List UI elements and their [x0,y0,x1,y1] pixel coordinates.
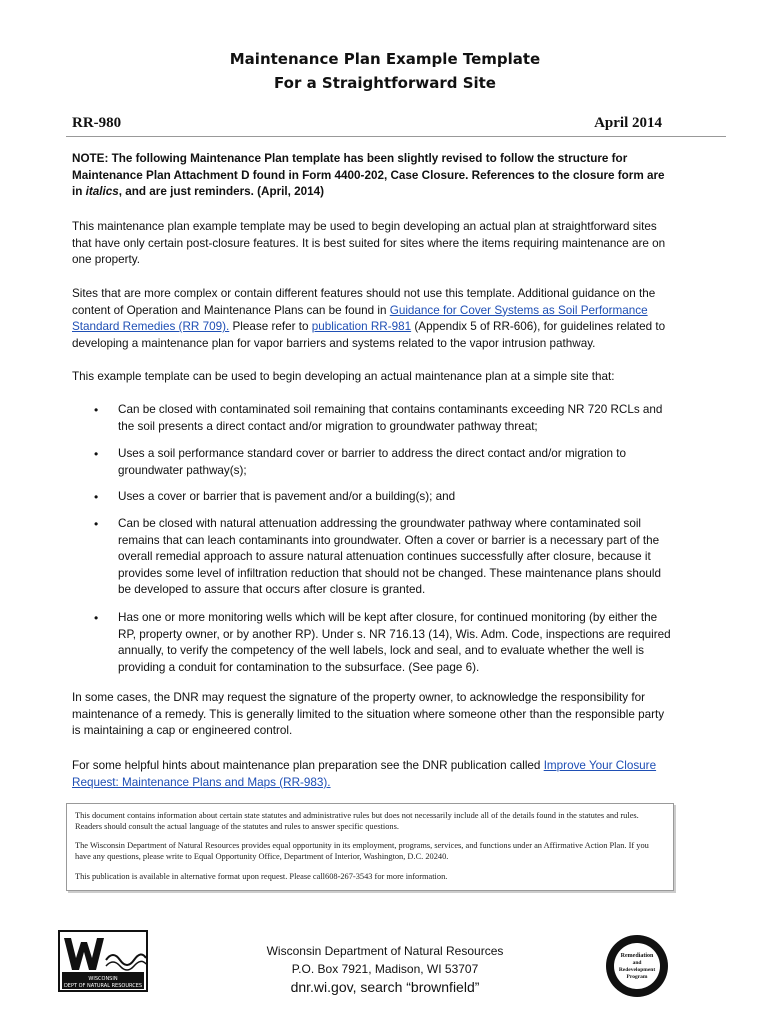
footer-address: P.O. Box 7921, Madison, WI 53707 [291,962,479,976]
note-italic-text: italics [85,185,119,199]
guidance-text-mid: Please refer to [229,320,312,334]
seal-text-4: Program [626,974,648,980]
signature-paragraph: In some cases, the DNR may request the signature of the property owner, to acknowledge the responsibility for maintenance of a remedy. This is generally limited to the situation where someone other than the responsible party is maintaining a cap or engineered control. [72,691,665,738]
document-subtitle: For a Straightforward Site [274,74,496,92]
disclaimer-alt-format: This publication is available in alternative format upon request. Please call608-267-3543 for more information. [75,872,448,881]
list-item-text: Can be closed with natural attenuation addressing the groundwater pathway where contaminated soil remains that can leach contaminants into groundwater. Often a cover or barrier is a necessary part of the overall remedial approach to assure natural attenuation continues successfully after closure, because it provides some level of infiltration reduction that should not be changed. These maintenance plans should be developed to assure that occurs after closure is granted. [118,517,661,597]
bullet-dot: • [94,490,99,504]
seal-inner-field [614,943,660,989]
guidance-text: Sites that are more complex or contain different features should not use this template. Additional guidance on the content of Operation and Maintenance Plans can be found in [72,287,656,317]
document-number: RR-980 [72,115,122,131]
disclaimer-statutes: This document contains information about certain state statutes and administrative rules but does not necessarily include all of the details found in the statutes and rules. Readers should consult the actual language of the statutes and rules to answer specific questions. [75,811,639,831]
list-item-text: Uses a cover or barrier that is pavement and/or a building(s); and [118,490,456,503]
header-rule [66,136,726,137]
document-meta [72,115,662,132]
list-item-text: Has one or more monitoring wells which will be kept after closure, for continued monitoring (by either the RP, property owner, or by another RP). Under s. NR 716.13 (14), Wis. Adm. Code, inspections are required annually, to verify the competency of the well labels, lock and seal, and to evaluate whether the well is providing a conduit for contamination to the subsurface. (See page 6). [118,611,671,674]
logo-text-2: DEPT OF NATURAL RESOURCES [63,983,143,989]
seal-text-3: Redevelopment [618,967,656,973]
list-item-text: Uses a soil performance standard cover or barrier to address the direct contact and/or migration to groundwater pathway(s); [118,447,627,477]
note-paragraph [72,151,672,201]
bullet-dot: • [94,403,99,417]
improve-closure-request-link[interactable]: Improve Your Closure Request: Maintenance Plans and Maps (RR-983). [72,759,657,789]
cover-systems-guidance-link[interactable]: Guidance for Cover Systems as Soil Performance Standard Remedies (RR 709). [72,303,648,334]
seal-text-2: and [632,960,642,966]
intro-paragraph: This maintenance plan example template may be used to begin developing an actual plan at straightforward sites that have only certain post-closure features. It is best suited for sites where the items requiring maintenance are on one property. [72,220,666,267]
seal-text-1: Remediation [620,953,654,959]
bullet-dot: • [94,447,99,461]
disclaimer-equal-opportunity: The Wisconsin Department of Natural Resources provides equal opportunity in its employment, programs, services, and functions under an Affirmative Action Plan. If you have any questions, please write to Equal Opportunity Office, Department of Interior, Washington, D.C. 20240. [75,841,649,861]
footer-website: dnr.wi.gov, search “brownfield” [290,979,480,995]
bullet-dot: • [94,611,99,625]
note-text: NOTE: The following Maintenance Plan template has been slightly revised to follow the structure for Maintenance Plan Attachment D found in Form 4400-202, Case Closure. References to the closure form are in [72,152,665,199]
template-use-paragraph: This example template can be used to begin developing an actual maintenance plan at a simple site that: [72,370,615,383]
bullet-dot: • [94,517,99,531]
document-title: Maintenance Plan Example Template [229,50,541,68]
rr-program-seal-logo [604,933,670,999]
logo-text-1: WISCONSIN [88,976,118,982]
hints-text: For some helpful hints about maintenance plan preparation see the DNR publication called [72,759,544,772]
list-item-text: Can be closed with contaminated soil remaining that contains contaminants exceeding NR 720 RCLs and the soil presents a direct contact and/or migration to groundwater pathway threat; [118,403,663,433]
footer-org: Wisconsin Department of Natural Resources [266,944,504,958]
publication-rr-981-link[interactable]: publication RR-981 [311,320,412,334]
helpful-hints-paragraph [72,758,672,791]
guidance-paragraph [72,286,672,352]
disclaimer-box [66,803,674,891]
guidance-text-end: (Appendix 5 of RR-606), for guidelines related to developing a maintenance plan for vapor barriers and systems related to the vapor intrusion pathway. [72,320,666,350]
note-text-end: , and are just reminders. (April, 2014) [118,185,325,199]
document-date: April 2014 [594,115,662,131]
